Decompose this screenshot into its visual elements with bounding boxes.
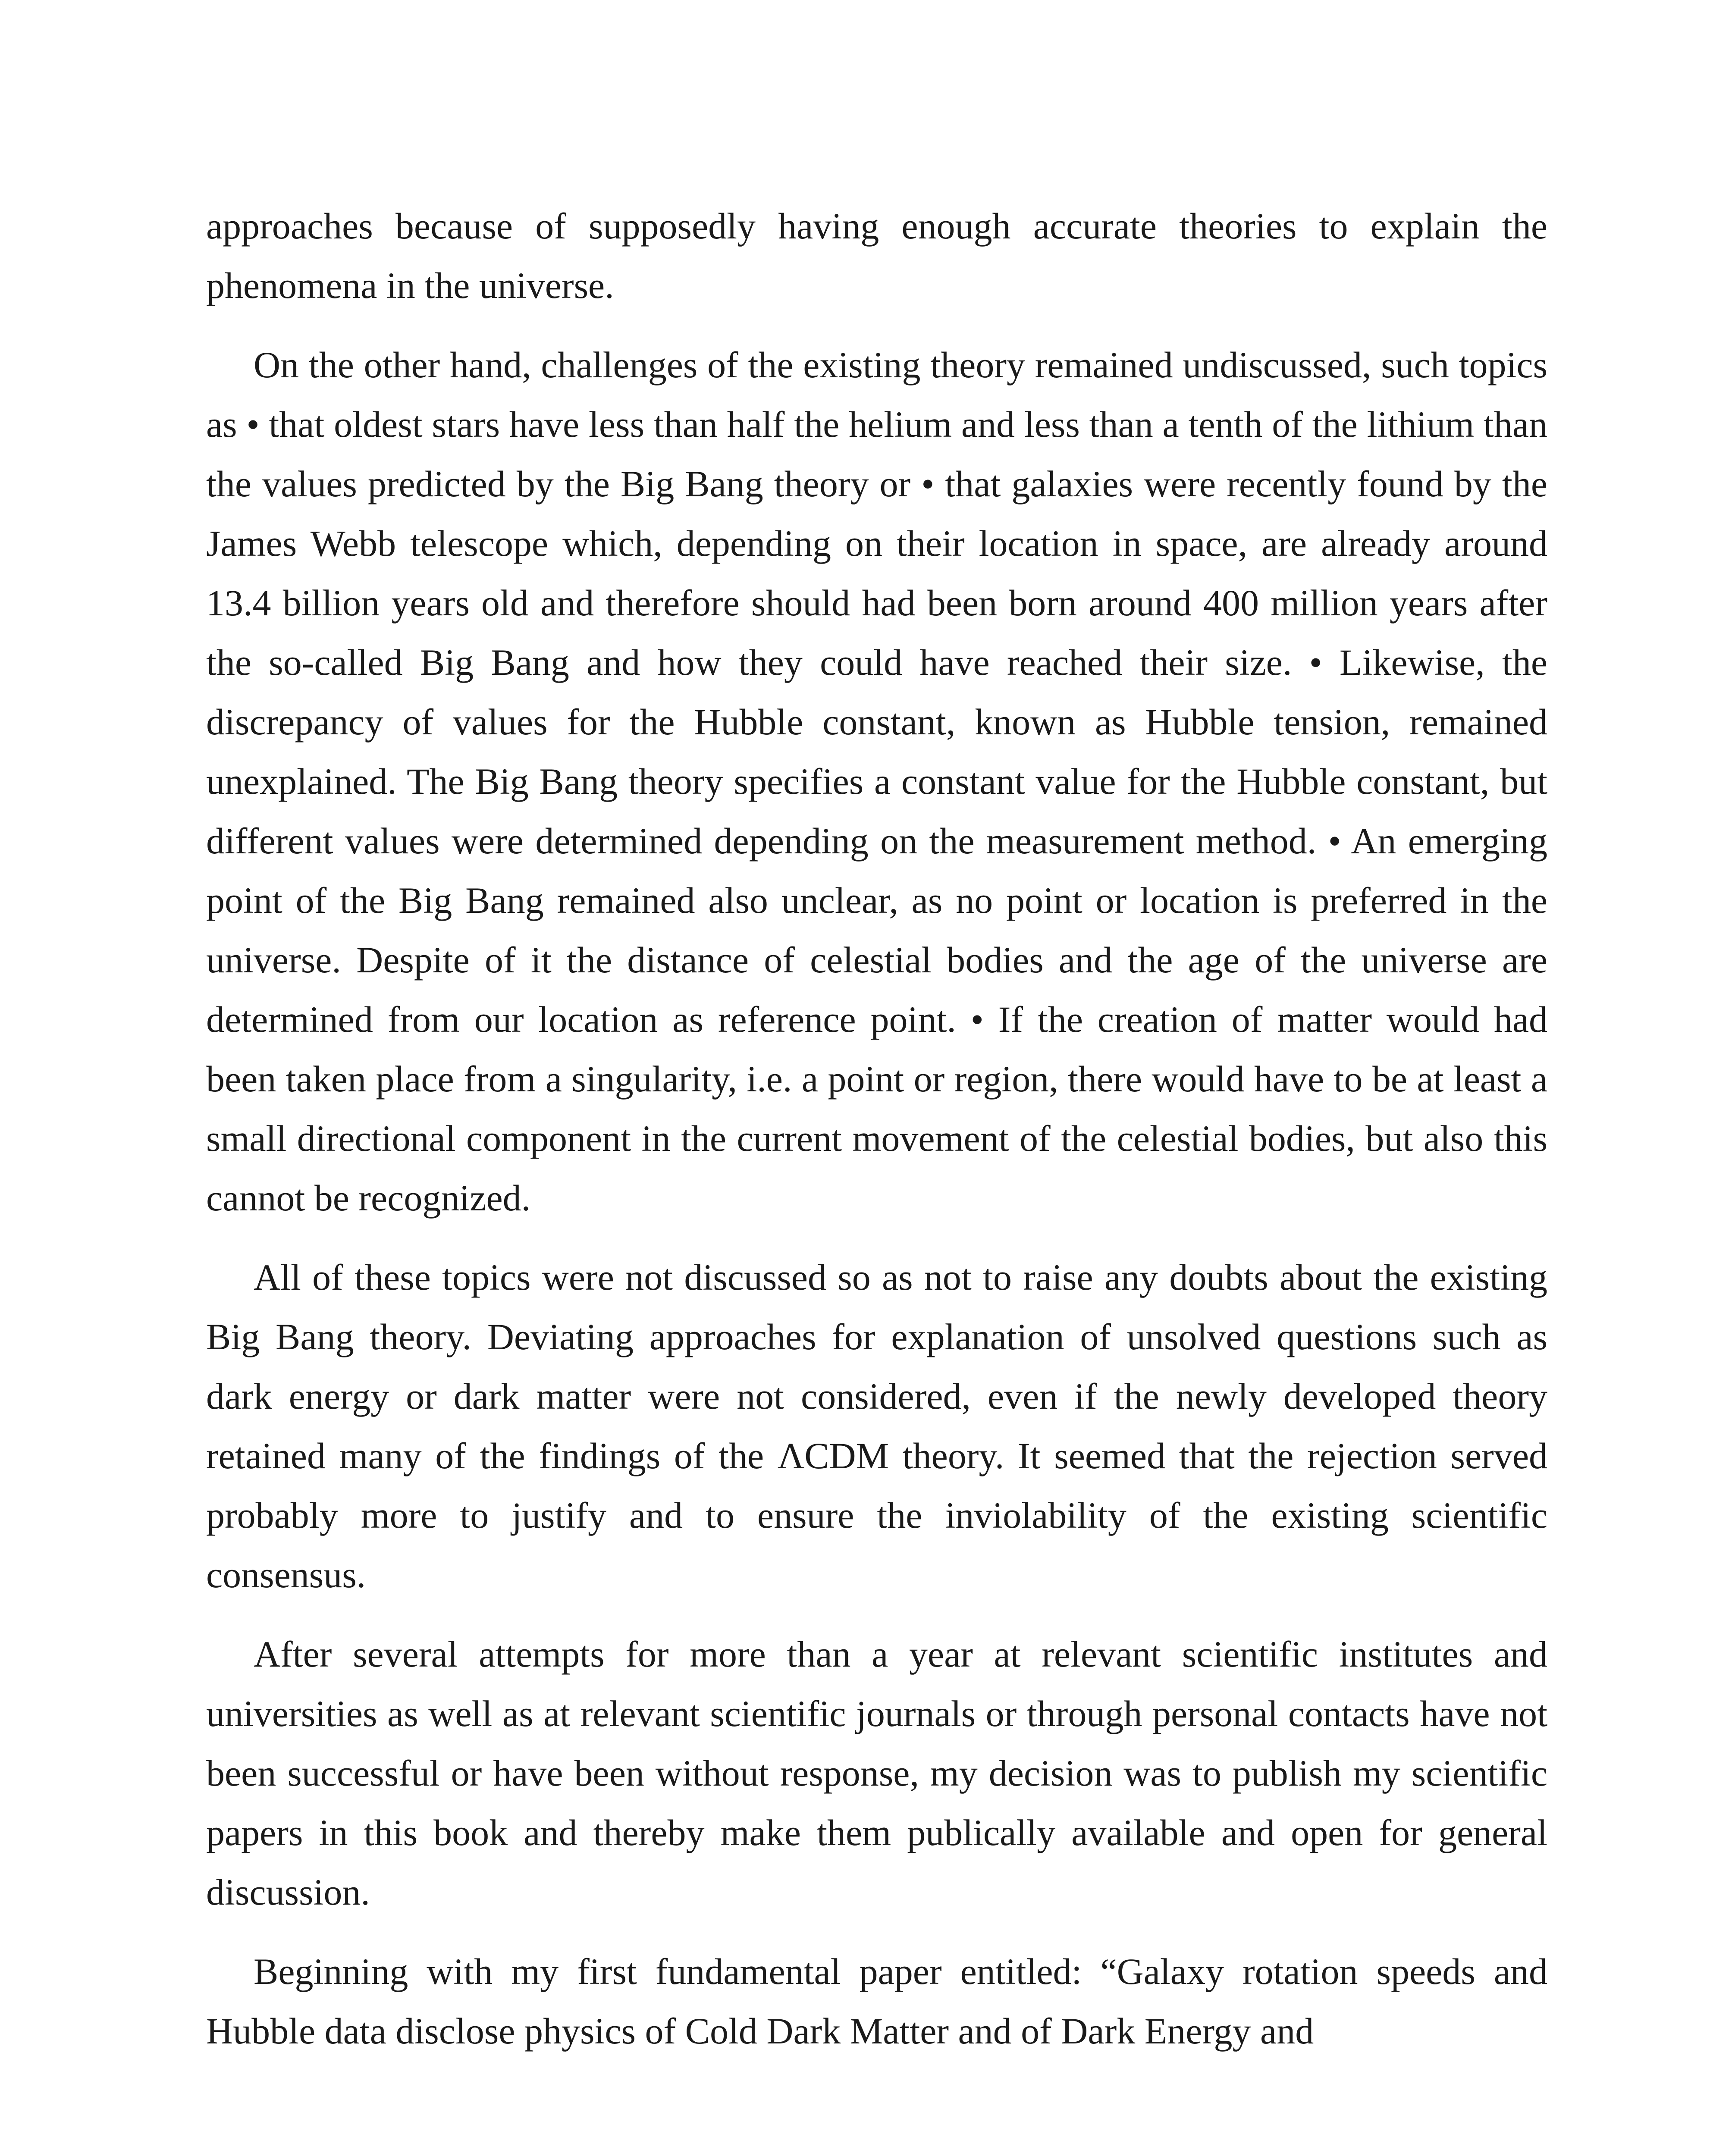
paragraph-challenges: On the other hand, challenges of the existing theory remained undiscussed, such topics as • that oldest stars have less than half the helium and less than a tenth of the lithium than the values predicted by the Big Bang theory or • that galaxies were recently found by the James Webb telescope which, depending on their location in space, are already around 13.4 billion years old and therefore should had been born around 400 million years after the so-called Big Bang and how they could have reached their size. • Likewise, the discrepancy of values for the Hubble constant, known as Hubble tension, remained unexplained. The Big Bang theory specifies a constant value for the Hubble constant, but different values were determined depending on the measurement method. • An emerging point of the Big Bang remained also unclear, as no point or location is preferred in the universe. Despite of it the distance of celestial bodies and the age of the universe are determined from our location as reference point. • If the creation of matter would had been taken place from a singularity, i.e. a point or region, there would have to be at least a small directional component in the current movement of the celestial bodies, but also this cannot be recognized. — [206, 344, 1547, 1219]
paragraph-first-paper: Beginning with my first fundamental paper entitled: “Galaxy rotation speeds and Hubble data disclose physics of Cold Dark Matter and of Dark Energy and — [206, 1951, 1547, 2052]
paragraph-continuation: approaches because of supposedly having enough accurate theories to explain the phenomena in the universe. — [206, 205, 1547, 306]
paragraph-publication-decision: After several attempts for more than a year at relevant scientific institutes and universities as well as at relevant scientific journals or through personal contacts have not been successful or have been without response, my decision was to publish my scientific papers in this book and thereby make them publically available and open for general discussion. — [206, 1633, 1547, 1913]
body-text — [206, 196, 1547, 2081]
paragraph-topics-not-discussed: All of these topics were not discussed so as not to raise any doubts about the existing Big Bang theory. Deviating approaches for explanation of unsolved questions such as dark energy or dark matter were not considered, even if the newly developed theory retained many of the findings of the ΛCDM theory. It seemed that the rejection served probably more to justify and to ensure the inviolability of the existing scientific consensus. — [206, 1257, 1547, 1595]
